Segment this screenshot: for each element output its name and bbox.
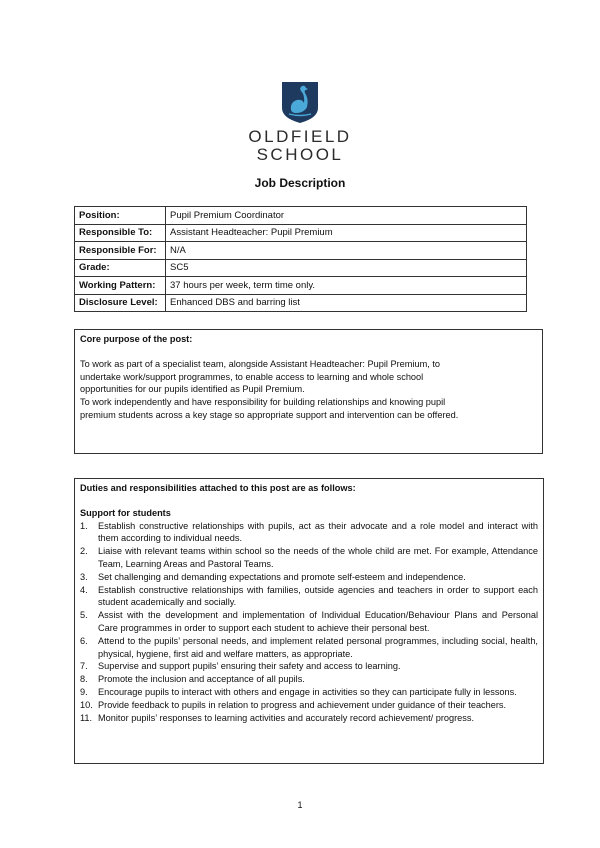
core-purpose-heading: Core purpose of the post:: [80, 334, 193, 344]
duty-text: Assist with the development and implementation of Individual Education/Behaviour Plans and Personal Care programmes in order to support each student to achieve their personal best.: [98, 610, 538, 633]
duty-text: Liaise with relevant teams within school so the needs of the whole child are met. For example, Attendance Team, Learning Areas and Pastoral Teams.: [98, 546, 538, 569]
info-label: Working Pattern:: [75, 277, 166, 295]
info-value: Enhanced DBS and barring list: [166, 294, 527, 312]
duty-text: Supervise and support pupils’ ensuring their safety and access to learning.: [98, 661, 401, 672]
info-label: Disclosure Level:: [75, 294, 166, 312]
school-logo: [0, 80, 600, 164]
duty-number: 10.: [80, 699, 93, 710]
duty-number: 5.: [80, 610, 88, 621]
core-purpose-line: premium students across a key stage so appropriate support and intervention can be offered.: [80, 409, 459, 420]
duty-item: [80, 609, 538, 635]
duties-heading: Duties and responsibilities attached to this post are as follows:: [80, 483, 356, 493]
duty-item: [80, 584, 538, 610]
duty-text: Provide feedback to pupils in relation to progress and achievement under guidance of their teachers.: [98, 699, 507, 710]
school-name-line1: OLDFIELD: [248, 127, 352, 146]
duty-item: [80, 635, 538, 661]
info-value: N/A: [166, 242, 527, 260]
info-label: Responsible To:: [75, 224, 166, 242]
core-purpose-text: [80, 358, 537, 422]
info-row: [75, 242, 527, 260]
page-number: 1: [297, 800, 303, 810]
duty-text: Set challenging and demanding expectations and promote self-esteem and independence.: [98, 571, 466, 582]
duty-item: [80, 712, 538, 725]
school-name-line2: SCHOOL: [256, 145, 344, 164]
info-value: Pupil Premium Coordinator: [166, 207, 527, 225]
info-value: Assistant Headteacher: Pupil Premium: [166, 224, 527, 242]
core-purpose-line: undertake work/support programmes, to enable access to learning and whole school: [80, 371, 424, 382]
duty-item: [80, 520, 538, 546]
duty-text: Establish constructive relationships with families, outside agencies and teachers in order to support each student academically and socially.: [98, 584, 538, 608]
duty-item: [80, 660, 538, 673]
core-purpose-line: opportunities for our pupils identified as Pupil Premium.: [80, 384, 305, 395]
duty-item: [80, 545, 538, 571]
duty-item: [80, 699, 538, 712]
info-row: [75, 294, 527, 312]
duty-number: 3.: [80, 571, 88, 582]
duty-number: 4.: [80, 584, 88, 595]
duty-item: [80, 673, 538, 686]
core-purpose-line: To work as part of a specialist team, alongside Assistant Headteacher: Pupil Premium, to: [80, 358, 441, 369]
info-value: 37 hours per week, term time only.: [166, 277, 527, 295]
document-title: Job Description: [254, 176, 346, 190]
duty-number: 2.: [80, 546, 88, 557]
job-info-table: [74, 206, 527, 312]
duties-box: [74, 478, 544, 764]
duty-text: Establish constructive relationships with pupils, act as their advocate and a role model and interact with them according to individual needs.: [98, 520, 538, 544]
info-label: Grade:: [75, 259, 166, 277]
info-value: SC5: [166, 259, 527, 277]
duty-item: [80, 571, 538, 584]
swan-crest-icon: [280, 80, 320, 124]
info-row: [75, 277, 527, 295]
duty-number: 9.: [80, 686, 88, 697]
info-label: Position:: [75, 207, 166, 225]
duty-text: Promote the inclusion and acceptance of all pupils.: [98, 674, 305, 685]
duties-list: [80, 520, 538, 725]
info-row: [75, 259, 527, 277]
info-row: [75, 207, 527, 225]
duty-text: Monitor pupils’ responses to learning activities and accurately record achievement/ progress.: [98, 712, 475, 723]
info-row: [75, 224, 527, 242]
duty-number: 7.: [80, 661, 88, 672]
duty-number: 1.: [80, 520, 88, 531]
duty-number: 8.: [80, 674, 88, 685]
duty-number: 11.: [80, 712, 93, 723]
section-title: Support for students: [80, 507, 171, 518]
duty-text: Encourage pupils to interact with others and engage in activities so they can participate fully in lessons.: [98, 686, 517, 697]
info-label: Responsible For:: [75, 242, 166, 260]
duty-item: [80, 686, 538, 699]
duty-number: 6.: [80, 635, 88, 646]
core-purpose-box: [74, 329, 543, 454]
core-purpose-line: To work independently and have responsibility for building relationships and knowing pupil: [80, 397, 446, 408]
duty-text: Attend to the pupils’ personal needs, and implement related personal programmes, including social, health, physical, hygiene, first aid and welfare matters, as appropriate.: [98, 635, 538, 659]
